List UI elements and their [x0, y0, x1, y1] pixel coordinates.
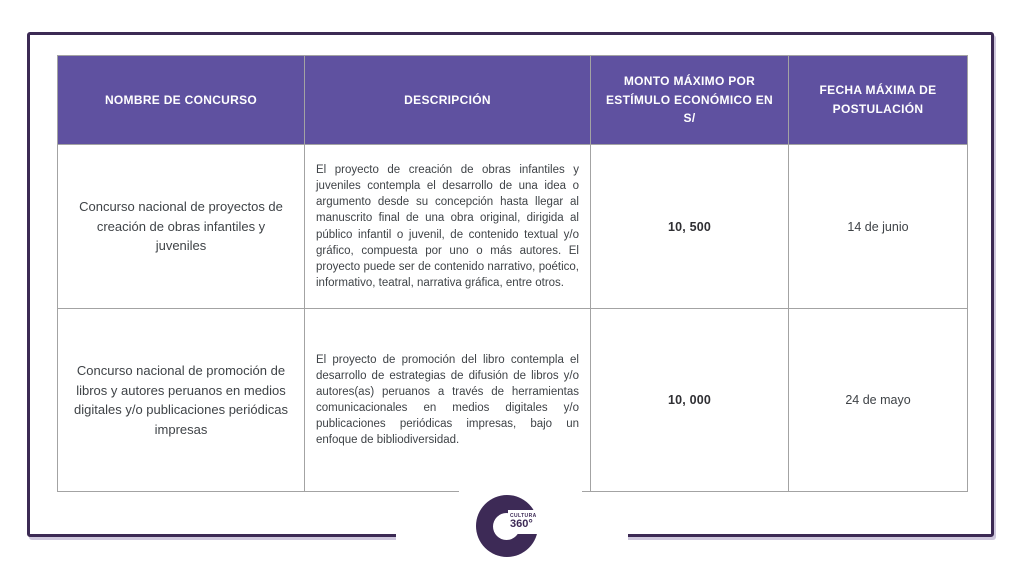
cell-monto: 10, 500 [591, 145, 789, 309]
contest-table [57, 55, 968, 492]
table-row [58, 309, 968, 492]
cell-fecha: 14 de junio [789, 145, 968, 309]
cell-nombre: Concurso nacional de proyectos de creación de obras infantiles y juveniles [58, 145, 305, 309]
column-header-fecha: FECHA MÁXIMA DE POSTULACIÓN [789, 56, 968, 145]
logo-text-360: 360° [510, 518, 533, 531]
column-header-nombre: NOMBRE DE CONCURSO [58, 56, 305, 145]
logo-text-cultura: CULTURA [510, 512, 537, 519]
table-header-row [58, 56, 968, 145]
column-header-descripcion: DESCRIPCIÓN [305, 56, 591, 145]
cell-nombre: Concurso nacional de promoción de libros y autores peruanos en medios digitales y/o publicaciones periódicas impresas [58, 309, 305, 492]
column-header-monto: MONTO MÁXIMO POR ESTÍMULO ECONÓMICO EN S/ [591, 56, 789, 145]
cell-descripcion: El proyecto de creación de obras infantiles y juveniles contempla el desarrollo de una idea o argumento desde su concepción hasta llegar al manuscrito final de una obra original, dirigida al público infantil o juvenil, de contenido textual y/o gráfico, compuesta por uno o más autores. El proyecto puede ser de contenido narrativo, poético, informativo, teatral, narrativa gráfica, entre otros. [305, 145, 591, 309]
cultura360-logo [476, 495, 538, 557]
cell-fecha: 24 de mayo [789, 309, 968, 492]
logo-wordmark [508, 510, 539, 534]
cell-monto: 10, 000 [591, 309, 789, 492]
contest-table-grid [57, 55, 968, 492]
table-row [58, 145, 968, 309]
cell-descripcion: El proyecto de promoción del libro contempla el desarrollo de estrategias de difusión de libros y/o autores(as) peruanos a través de herramientas comunicacionales en medios digitales y/o publicaciones periódicas impresas, bajo un enfoque de bibliodiversidad. [305, 309, 591, 492]
